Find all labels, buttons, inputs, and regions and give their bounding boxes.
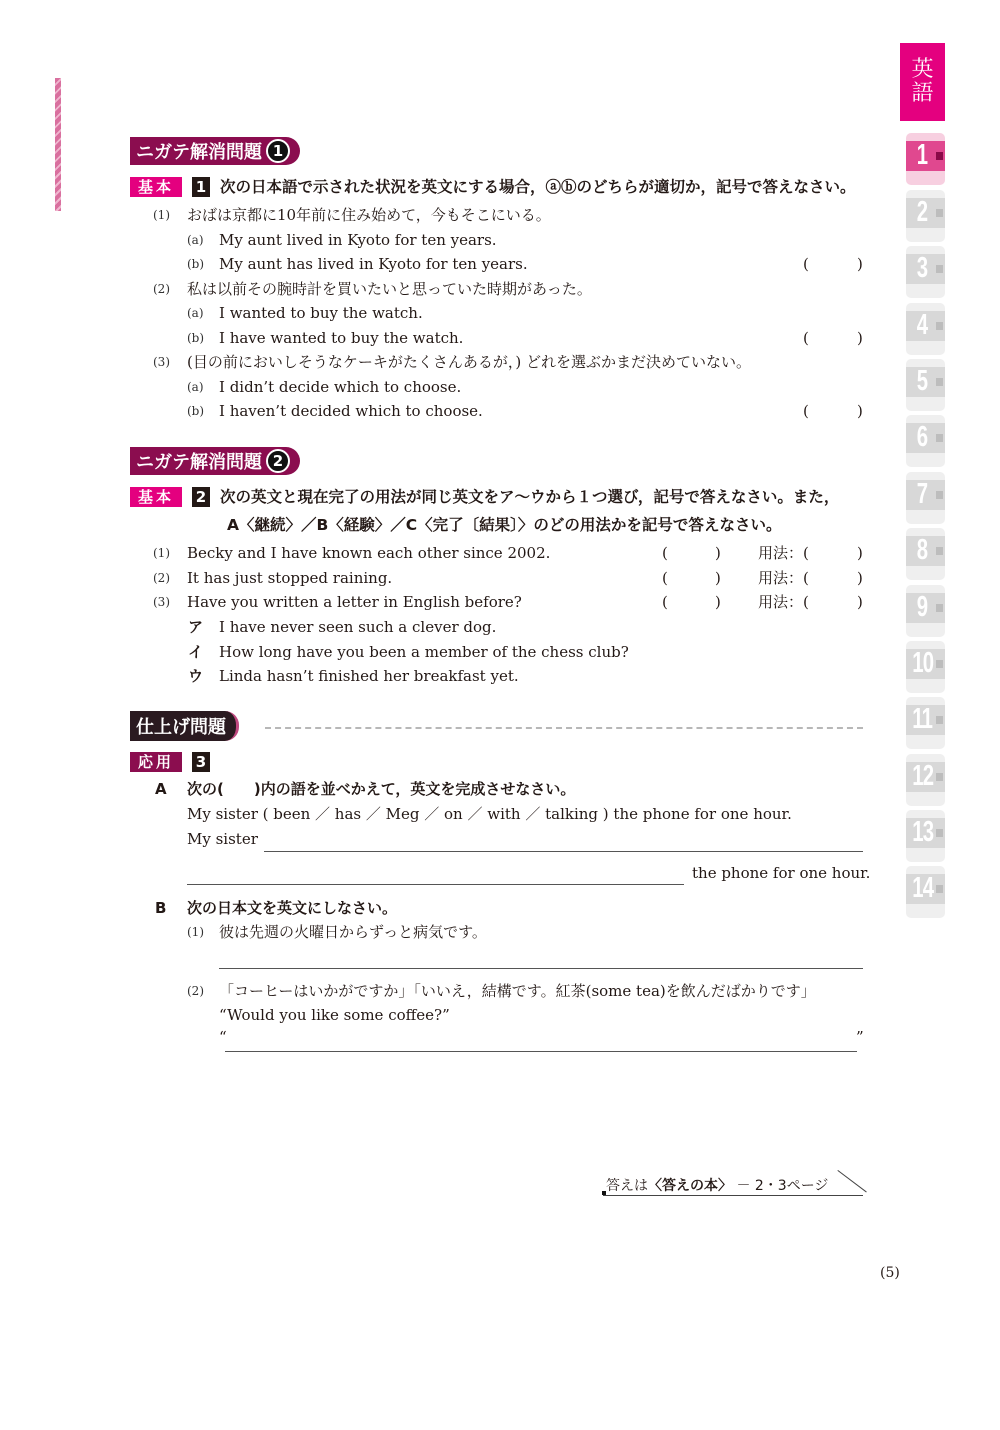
chapter-number: 8 — [916, 534, 928, 566]
chapter-number: 9 — [916, 591, 928, 623]
answer-line[interactable] — [264, 851, 863, 852]
question-2-instruction-line2 — [227, 512, 781, 538]
tab-marker-icon — [936, 773, 943, 781]
choice-answer-box[interactable]: ( — [662, 569, 668, 587]
answer-reference — [606, 1177, 828, 1195]
choice-answer-box[interactable]: ( — [662, 544, 668, 562]
subject-char: 英 — [911, 57, 934, 82]
answer-box-close: ) — [857, 402, 863, 420]
open-quote: “ — [219, 1028, 227, 1046]
option-label-a: (a) — [187, 306, 204, 320]
question-2-heading — [130, 484, 839, 510]
ref-underline — [603, 1195, 863, 1196]
answer-line[interactable] — [219, 968, 863, 969]
question-instruction: 次の英文と現在完了の用法が同じ英文をア～ウから１つ選び，記号で答えなさい。また， — [220, 488, 840, 506]
tab-marker-icon — [936, 547, 943, 555]
scrambled-sentence: My sister ( been ／ has ／ Meg ／ on ／ with ／ talking ) the phone for one hour. — [187, 805, 792, 823]
chapter-number: 2 — [916, 196, 928, 228]
section-heading-3 — [130, 711, 239, 741]
item-japanese: おばは京都に10年前に住み始めて，今もそこにいる。 — [187, 206, 551, 224]
choice-answer-box-close: ) — [715, 569, 721, 587]
tab-marker-icon — [936, 829, 943, 837]
item-sentence: Becky and I have known each other since 2002. — [187, 544, 551, 562]
chapter-tab-1[interactable] — [906, 133, 945, 185]
tab-marker-icon — [936, 378, 943, 386]
choice-sentence: I have never seen such a clever dog. — [219, 618, 497, 636]
tab-marker-icon — [936, 660, 943, 668]
choice-sentence: Linda hasn’t finished her breakfast yet. — [219, 667, 519, 685]
chapter-tab-14[interactable] — [906, 866, 945, 918]
option-b: I have wanted to buy the watch. — [219, 329, 464, 347]
question-number: 1 — [192, 177, 210, 197]
question-number: 2 — [192, 487, 210, 507]
answer-box-close: ) — [857, 255, 863, 273]
page-number: (5) — [880, 1265, 900, 1281]
subject-char: 語 — [911, 81, 934, 106]
section-title: ニガテ解消問題 — [136, 142, 262, 163]
item-label: (1) — [187, 925, 204, 939]
choice-mark: ア — [188, 618, 204, 636]
part-instruction: 次の日本文を英文にしなさい。 — [187, 899, 398, 917]
question-number: 3 — [192, 752, 210, 772]
chapter-tab-11[interactable] — [906, 697, 945, 749]
item-japanese: 「コーヒーはいかがですか」「いいえ，結構です。紅茶(some tea)を飲んだばかりです」 — [219, 982, 816, 1000]
sentence-end: the phone for one hour. — [692, 864, 871, 882]
item-label: (3) — [153, 595, 170, 609]
choice-mark: イ — [188, 643, 204, 661]
option-a: My aunt lived in Kyoto for ten years. — [219, 231, 497, 249]
item-label: (2) — [187, 984, 204, 998]
item-label: (2) — [153, 282, 170, 296]
item-label: (2) — [153, 571, 170, 585]
item-sentence: Have you written a letter in English before? — [187, 593, 522, 611]
item-label: (1) — [153, 546, 170, 560]
ref-prefix: 答えは — [606, 1178, 648, 1194]
usage-answer-box-close: ) — [857, 593, 863, 611]
answer-box-close: ) — [857, 329, 863, 347]
part-mark: A — [155, 780, 167, 798]
part-mark: B — [155, 899, 167, 917]
chapter-number: 5 — [916, 365, 928, 397]
option-label-a: (a) — [187, 233, 204, 247]
item-japanese: (目の前においしそうなケーキがたくさんあるが，) どれを選ぶかまだ決めていない。 — [187, 353, 751, 371]
chapter-number: 12 — [912, 760, 934, 792]
section-title: ニガテ解消問題 — [136, 452, 262, 473]
answer-box-open[interactable]: ( — [803, 255, 809, 273]
chapter-tab-9[interactable] — [906, 585, 945, 637]
chapter-tab-13[interactable] — [906, 810, 945, 862]
option-b: My aunt has lived in Kyoto for ten years. — [219, 255, 528, 273]
chapter-number: 11 — [912, 703, 933, 735]
tab-marker-icon — [936, 885, 943, 893]
option-b: I haven’t decided which to choose. — [219, 402, 483, 420]
section-title: 仕上げ問題 — [136, 717, 226, 738]
item-label: (3) — [153, 355, 170, 369]
tab-marker-icon — [936, 434, 943, 442]
choice-answer-box[interactable]: ( — [662, 593, 668, 611]
item-japanese: 私は以前その腕時計を買いたいと思っていた時期があった。 — [187, 280, 592, 298]
chapter-number: 4 — [916, 309, 928, 341]
chapter-number: 6 — [916, 421, 928, 453]
section-number-icon: 2 — [266, 449, 290, 473]
usage-answer-box-close: ) — [857, 544, 863, 562]
chapter-tab-7[interactable] — [906, 472, 945, 524]
answer-box-open[interactable]: ( — [803, 329, 809, 347]
chapter-number: 13 — [912, 816, 934, 848]
section-number-icon: 1 — [266, 139, 290, 163]
level-badge: 基本 — [130, 177, 182, 197]
item-japanese: 彼は先週の火曜日からずっと病気です。 — [219, 923, 487, 941]
tab-marker-icon — [936, 604, 943, 612]
option-a: I wanted to buy the watch. — [219, 304, 423, 322]
question-instruction: 次の日本語で示された状況を英文にする場合，ⓐⓑのどちらが適切か，記号で答えなさい。 — [220, 178, 856, 196]
ref-book: 〈答えの本〉 — [648, 1178, 732, 1194]
sentence-start: My sister — [187, 830, 258, 848]
usage-answer-box-close: ) — [857, 569, 863, 587]
section-heading-1 — [130, 137, 300, 165]
tab-marker-icon — [936, 716, 943, 724]
option-label-a: (a) — [187, 380, 204, 394]
chapter-number: 14 — [912, 872, 934, 904]
chapter-number: 1 — [916, 139, 928, 171]
option-label-b: (b) — [187, 257, 205, 271]
option-a: I didn’t decide which to choose. — [219, 378, 462, 396]
level-badge: 基本 — [130, 487, 182, 507]
usage-answer-box[interactable]: 用法：( — [758, 593, 809, 611]
choice-mark: ウ — [188, 667, 204, 685]
choice-answer-box-close: ) — [715, 544, 721, 562]
answer-box-open[interactable]: ( — [803, 402, 809, 420]
chapter-number: 3 — [916, 252, 928, 284]
chapter-tab-10[interactable] — [906, 641, 945, 693]
chapter-tab-3[interactable] — [906, 246, 945, 298]
close-quote: ” — [856, 1028, 864, 1046]
option-label-b: (b) — [187, 331, 205, 345]
section-heading-2 — [130, 447, 300, 475]
choice-answer-box-close: ) — [715, 593, 721, 611]
chapter-tab-8[interactable] — [906, 528, 945, 580]
tab-marker-icon — [936, 265, 943, 273]
chapter-tab-2[interactable] — [906, 190, 945, 242]
item-sentence: It has just stopped raining. — [187, 569, 393, 587]
answer-line[interactable] — [187, 884, 684, 885]
tab-marker-icon — [936, 491, 943, 499]
dialogue-line: “Would you like some coffee?” — [219, 1006, 450, 1024]
decorative-bar — [55, 78, 61, 211]
choice-sentence: How long have you been a member of the chess club? — [219, 643, 629, 661]
level-badge: 応用 — [130, 752, 182, 772]
usage-answer-box[interactable]: 用法：( — [758, 569, 809, 587]
ref-corner-line — [837, 1170, 866, 1192]
chapter-tab-4[interactable] — [906, 303, 945, 355]
question-instruction: A〈継続〉／B〈経験〉／C〈完了〔結果〕〉のどの用法かを記号で答えなさい。 — [227, 516, 782, 534]
item-label: (1) — [153, 208, 170, 222]
chapter-number: 10 — [912, 647, 934, 679]
usage-answer-box[interactable]: 用法：( — [758, 544, 809, 562]
tab-marker-icon — [936, 209, 943, 217]
ref-suffix: － 2・3ページ — [732, 1178, 829, 1194]
chapter-tab-6[interactable] — [906, 415, 945, 467]
part-instruction: 次の( )内の語を並べかえて，英文を完成させなさい。 — [187, 780, 576, 798]
tab-marker-icon — [936, 152, 943, 160]
question-1-heading — [130, 174, 856, 200]
tab-marker-icon — [936, 322, 943, 330]
section-divider — [265, 727, 863, 729]
option-label-b: (b) — [187, 404, 205, 418]
subject-tab-english[interactable] — [900, 43, 945, 121]
question-3-heading — [130, 749, 220, 772]
chapter-tab-5[interactable] — [906, 359, 945, 411]
chapter-tab-12[interactable] — [906, 754, 945, 806]
chapter-number: 7 — [916, 478, 928, 510]
answer-line[interactable] — [225, 1051, 857, 1052]
